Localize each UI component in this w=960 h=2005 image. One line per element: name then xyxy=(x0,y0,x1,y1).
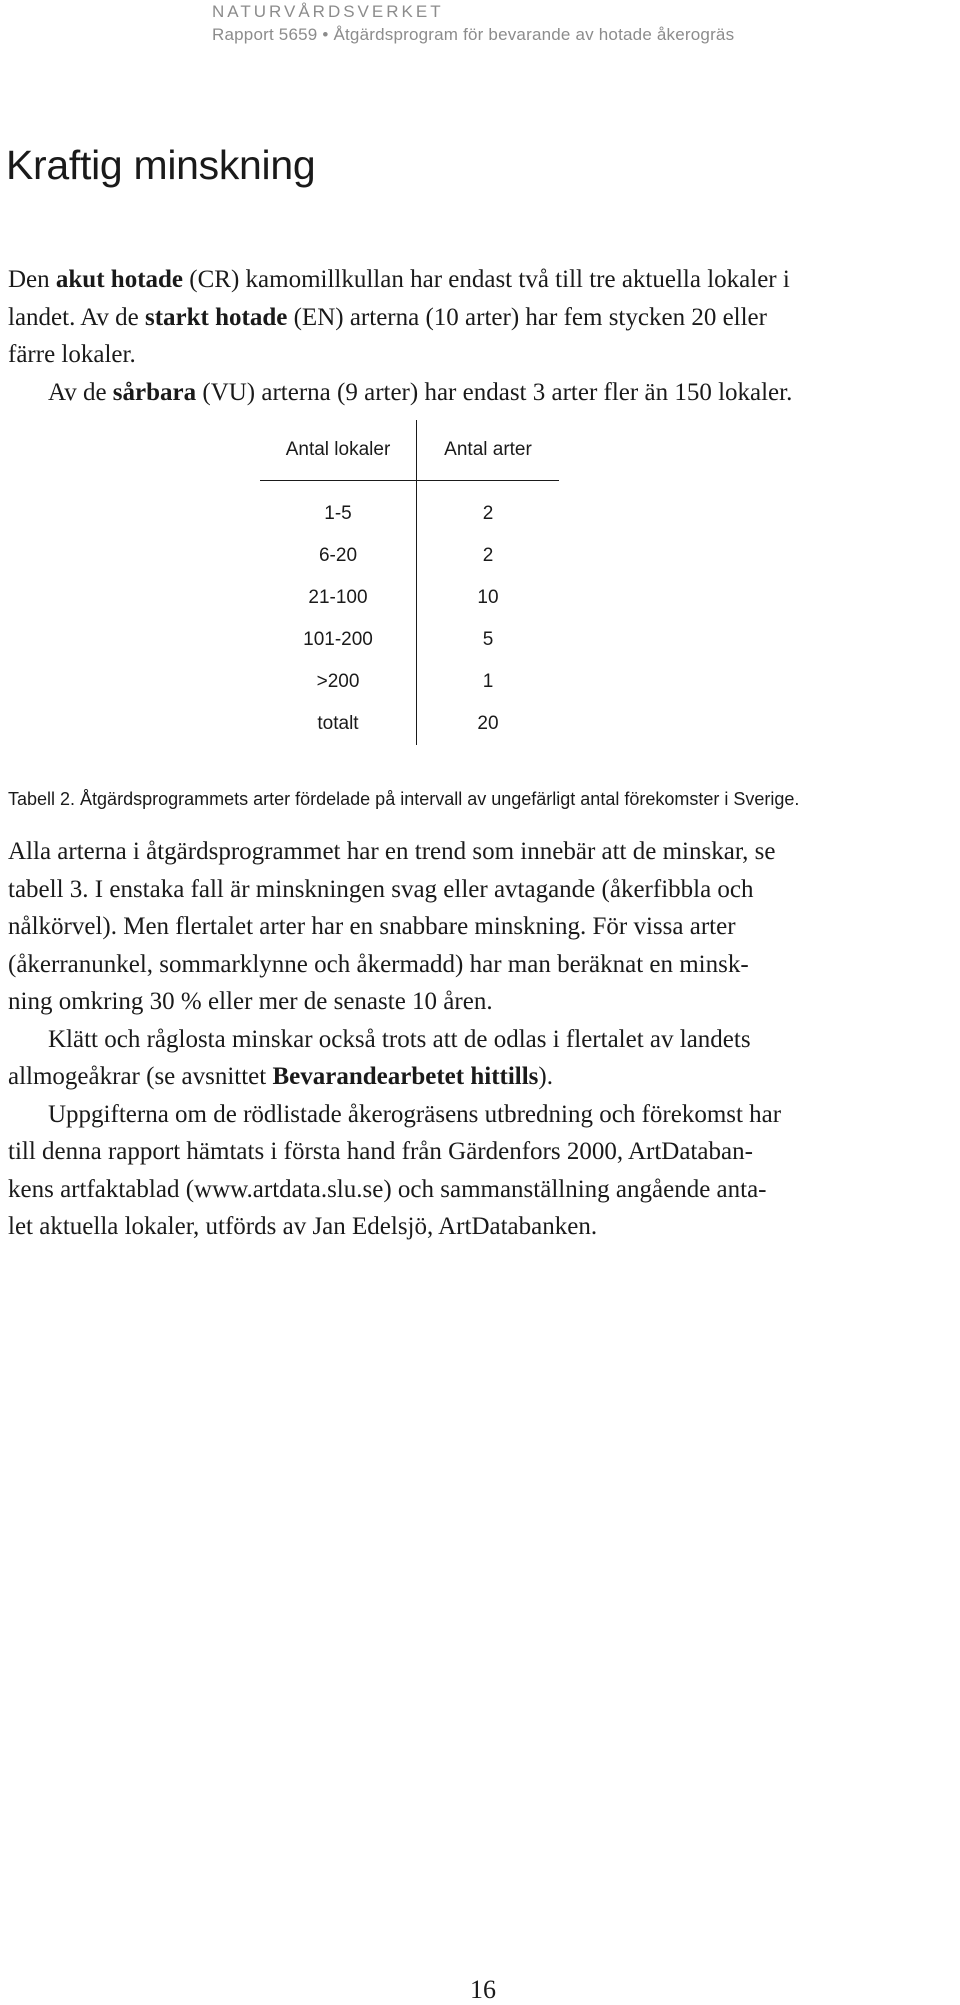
header-report-title: Åtgärdsprogram för bevarande av hotade åkerogräs xyxy=(333,25,735,44)
column-header-antal-lokaler: Antal lokaler xyxy=(260,420,417,481)
locality-table xyxy=(260,420,559,745)
body-line: Alla arterna i åtgärdsprogrammet har en trend som innebär att de minskar, se xyxy=(8,838,776,865)
running-header xyxy=(212,0,734,47)
table-row xyxy=(260,661,559,703)
table-cell: totalt xyxy=(260,703,417,745)
table-cell: >200 xyxy=(260,661,417,703)
body-line: (åkerranunkel, sommarklynne och åkermadd) har man beräknat en minsk- xyxy=(8,950,749,978)
header-report-number: Rapport 5659 xyxy=(212,25,318,44)
term-starkt-hotade: starkt hotade xyxy=(145,303,288,331)
table-row xyxy=(260,577,559,619)
table-cell: 6-20 xyxy=(260,535,417,577)
intro-line: färre lokaler. xyxy=(8,341,136,368)
table xyxy=(260,420,559,745)
table-header-row xyxy=(260,420,559,481)
table-cell: 20 xyxy=(477,713,499,734)
table-cell: 2 xyxy=(482,503,494,524)
body-line: till denna rapport hämtats i första hand från Gärdenfors 2000, ArtDataban- xyxy=(8,1138,753,1165)
body-line: ning omkring 30 % eller mer de senaste 10 åren. xyxy=(8,988,493,1015)
body-line: Klätt och råglosta minskar också trots att de odlas i flertalet av landets xyxy=(48,1025,751,1053)
column-header-antal-arter: Antal arter xyxy=(417,420,560,481)
intro-paragraph xyxy=(8,261,958,411)
table-row xyxy=(260,703,559,745)
page-number: 16 xyxy=(470,1975,496,2004)
table-cell: 101-200 xyxy=(260,619,417,661)
header-bullet: • xyxy=(322,25,329,44)
header-organization: NATURVÅRDSVERKET xyxy=(212,2,444,21)
term-sarbara: sårbara xyxy=(112,378,197,406)
table-cell: 10 xyxy=(477,587,499,608)
body-line: tabell 3. I enstaka fall är minskningen svag eller avtagande (åkerfibbla och xyxy=(8,875,754,903)
body-line: let aktuella lokaler, utförds av Jan Edelsjö, ArtDatabanken. xyxy=(8,1213,598,1240)
table-cell: 2 xyxy=(482,545,494,566)
table-cell: 1 xyxy=(482,671,494,692)
intro-line: Av de sårbara (VU) arterna (9 arter) har endast 3 arter fler än 150 lokaler. xyxy=(48,378,793,406)
intro-line: landet. Av de starkt hotade (EN) arterna (10 arter) har fem stycken 20 eller xyxy=(8,303,767,331)
table-row xyxy=(260,535,559,577)
body-paragraph xyxy=(8,833,958,1246)
body-line: allmogeåkrar (se avsnittet Bevarandearbetet hittills). xyxy=(8,1063,553,1090)
table-caption: Tabell 2. Åtgärdsprogrammets arter fördelade på intervall av ungefärligt antal förekomster i Sverige. xyxy=(8,789,800,809)
table-cell: 5 xyxy=(482,629,494,650)
table-cell: 1-5 xyxy=(260,481,417,536)
intro-line: Den akut hotade (CR) kamomillkullan har endast två till tre aktuella lokaler i xyxy=(8,266,790,293)
term-bevarandearbetet-hittills: Bevarandearbetet hittills xyxy=(272,1063,539,1090)
section-heading: Kraftig minskning xyxy=(6,142,316,188)
body-line: nålkörvel). Men flertalet arter har en snabbare minskning. För vissa arter xyxy=(8,913,736,940)
table-row xyxy=(260,619,559,661)
term-akut-hotade: akut hotade xyxy=(55,266,184,293)
header-report-line xyxy=(212,23,734,47)
table-row xyxy=(260,481,559,536)
table-cell: 21-100 xyxy=(260,577,417,619)
body-line: Uppgifterna om de rödlistade åkerogräsens utbredning och förekomst har xyxy=(48,1100,782,1128)
body-line: kens artfaktablad (www.artdata.slu.se) och sammanställning angående anta- xyxy=(8,1175,767,1203)
